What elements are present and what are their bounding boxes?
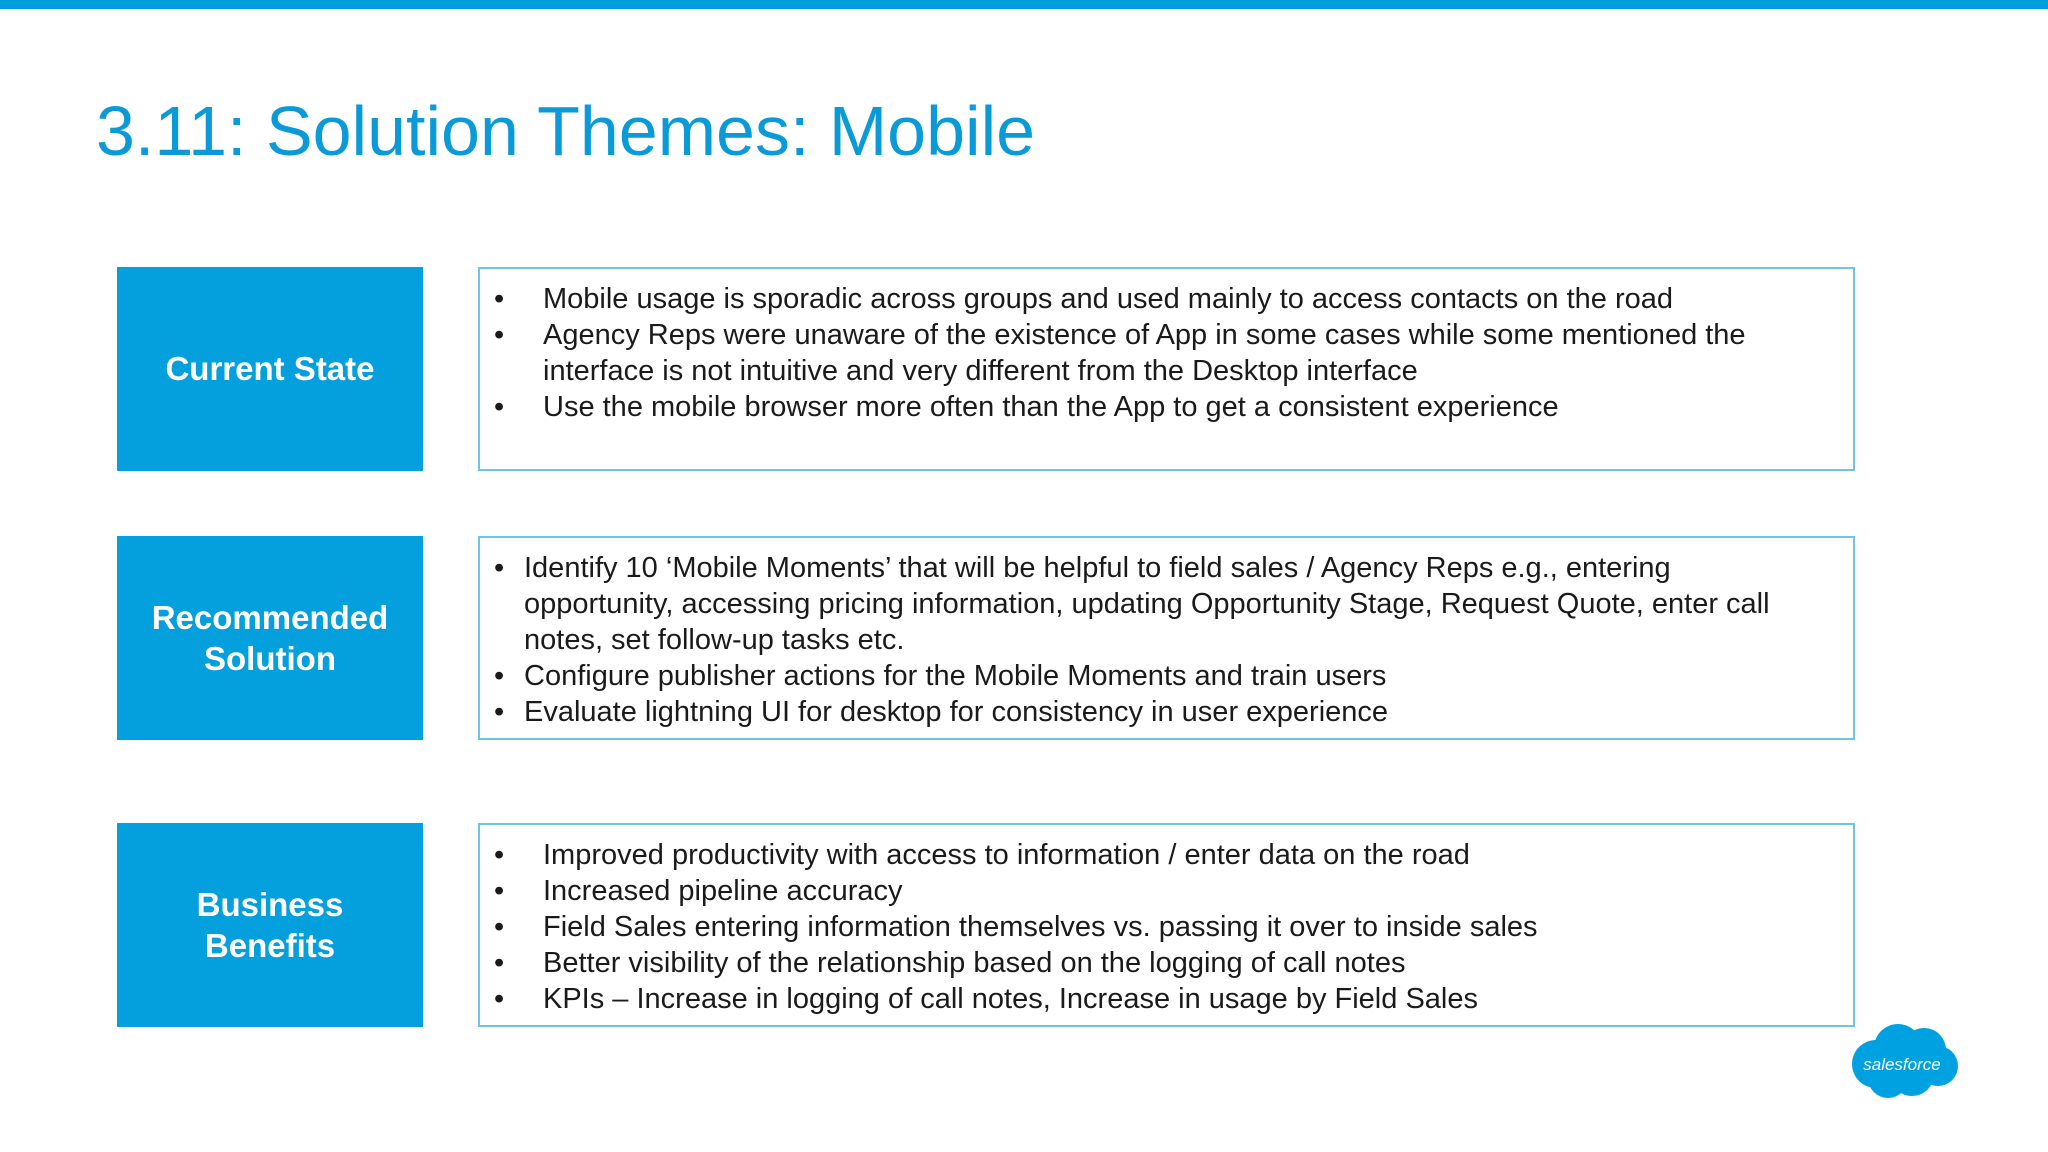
list-item-text: Identify 10 ‘Mobile Moments’ that will be helpful to field sales / Agency Reps e.g., entering opportunity, accessing pricing information, updating Opportunity Stage, Request Quote, enter call notes, set follow-up tasks etc. [524, 552, 1770, 656]
label-line: Solution [204, 640, 336, 677]
list-item-text: Improved productivity with access to information / enter data on the road [543, 839, 1470, 871]
current-state-box [478, 267, 1855, 471]
bullet-icon: • [494, 319, 505, 351]
list-item-text: Better visibility of the relationship based on the logging of call notes [543, 947, 1406, 979]
logo-text: salesforce [1863, 1055, 1941, 1074]
list-item-text: Use the mobile browser more often than the App to get a consistent experience [543, 391, 1559, 423]
list-item [494, 945, 1823, 981]
business-benefits-box [478, 823, 1855, 1027]
recommended-solution-box [478, 536, 1855, 740]
list-item [494, 658, 1823, 694]
list-item-text: Agency Reps were unaware of the existence of App in some cases while some mentioned the interface is not intuitive and very different from the Desktop interface [543, 319, 1746, 387]
list-item-text: Field Sales entering information themselves vs. passing it over to inside sales [543, 911, 1538, 943]
list-item-text: Configure publisher actions for the Mobile Moments and train users [524, 660, 1387, 692]
list-item [494, 694, 1823, 730]
bullet-icon: • [494, 911, 505, 943]
current-state-list [494, 281, 1823, 425]
recommended-solution-list [494, 550, 1823, 730]
bullet-icon: • [494, 947, 505, 979]
bullet-icon: • [494, 552, 505, 584]
bullet-icon: • [494, 660, 505, 692]
list-item-text: Mobile usage is sporadic across groups and used mainly to access contacts on the road [543, 283, 1674, 315]
label-line: Business [196, 885, 344, 923]
current-state-label-text: Current State [165, 350, 375, 388]
bullet-icon: • [494, 283, 505, 315]
bullet-icon: • [494, 875, 505, 907]
list-item-text: Increased pipeline accuracy [543, 875, 903, 907]
slide-title: 3.11: Solution Themes: Mobile [96, 92, 1036, 170]
bullet-icon: • [494, 696, 505, 728]
list-item [494, 281, 1823, 317]
business-benefits-list [494, 837, 1823, 1017]
list-item [494, 909, 1823, 945]
list-item [494, 873, 1823, 909]
top-accent-bar [0, 0, 2048, 9]
label-line: Benefits [204, 927, 336, 964]
bullet-icon: • [494, 839, 505, 871]
list-item [494, 550, 1823, 658]
list-item [494, 389, 1823, 425]
current-state-label [117, 267, 423, 471]
recommended-solution-label [117, 536, 423, 740]
list-item-text: KPIs – Increase in logging of call notes, Increase in usage by Field Sales [543, 983, 1478, 1015]
list-item-text: Evaluate lightning UI for desktop for consistency in user experience [524, 696, 1389, 728]
salesforce-logo-icon [1846, 1020, 1960, 1100]
recommended-solution-label-text [152, 597, 389, 680]
label-line: Recommended [151, 598, 389, 636]
list-item [494, 317, 1823, 389]
list-item [494, 981, 1823, 1017]
business-benefits-label [117, 823, 423, 1027]
bullet-icon: • [494, 983, 505, 1015]
bullet-icon: • [494, 391, 505, 423]
business-benefits-label-text [197, 884, 344, 967]
list-item [494, 837, 1823, 873]
